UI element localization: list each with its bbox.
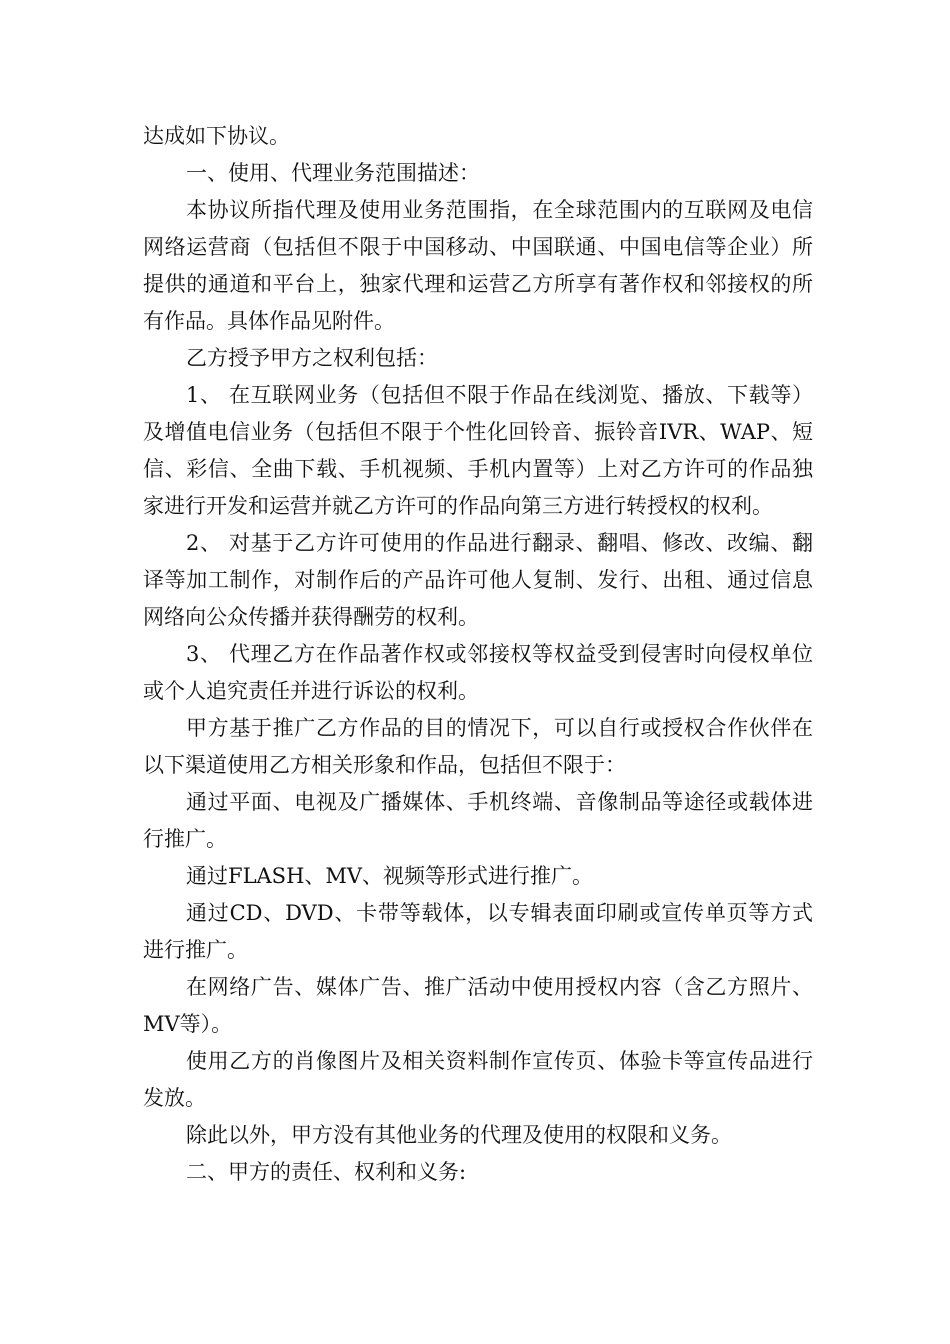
paragraph-promotion-cd: 通过CD、DVD、卡带等载体，以专辑表面印刷或宣传单页等方式进行推广。	[143, 901, 813, 962]
list-item-right-3: 3、 代理乙方在作品著作权或邻接权等权益受到侵害时向侵权单位或个人追究责任并进行诉讼的权利。	[143, 642, 813, 703]
paragraph-promotion-ads: 在网络广告、媒体广告、推广活动中使用授权内容（含乙方照片、MV等）。	[143, 975, 813, 1036]
paragraph-business-scope: 本协议所指代理及使用业务范围指，在全球范围内的互联网及电信网络运营商（包括但不限于中国移动、中国联通、中国电信等企业）所提供的通道和平台上，独家代理和运营乙方所享有著作权和邻接权的所有作品。具体作品见附件。	[143, 198, 813, 333]
paragraph-rights-granted-intro: 乙方授予甲方之权利包括：	[186, 346, 438, 370]
list-item-right-1: 1、 在互联网业务（包括但不限于作品在线浏览、播放、下载等）及增值电信业务（包括但不限于个性化回铃音、振铃音IVR、WAP、短信、彩信、全曲下载、手机视频、手机内置等）上对乙方许可的作品独家进行开发和运营并就乙方许可的作品向第三方进行转授权的权利。	[143, 383, 813, 518]
paragraph-no-other-rights: 除此以外，甲方没有其他业务的代理及使用的权限和义务。	[186, 1123, 732, 1147]
paragraph-agreement-intro: 达成如下协议。	[143, 124, 290, 148]
document-body	[143, 118, 813, 1191]
heading-section-2: 二、甲方的责任、权利和义务:	[186, 1160, 467, 1184]
paragraph-promotion-intro: 甲方基于推广乙方作品的目的情况下，可以自行或授权合作伙伴在以下渠道使用乙方相关形象和作品，包括但不限于：	[143, 716, 813, 777]
list-item-right-2: 2、 对基于乙方许可使用的作品进行翻录、翻唱、修改、改编、翻译等加工制作，对制作后的产品许可他人复制、发行、出租、通过信息网络向公众传播并获得酬劳的权利。	[143, 531, 813, 629]
paragraph-promotion-portrait: 使用乙方的肖像图片及相关资料制作宣传页、体验卡等宣传品进行发放。	[143, 1049, 813, 1110]
paragraph-promotion-media: 通过平面、电视及广播媒体、手机终端、音像制品等途径或载体进行推广。	[143, 790, 813, 851]
heading-section-1: 一、使用、代理业务范围描述：	[186, 161, 480, 185]
paragraph-promotion-flash: 通过FLASH、MV、视频等形式进行推广。	[186, 864, 594, 888]
